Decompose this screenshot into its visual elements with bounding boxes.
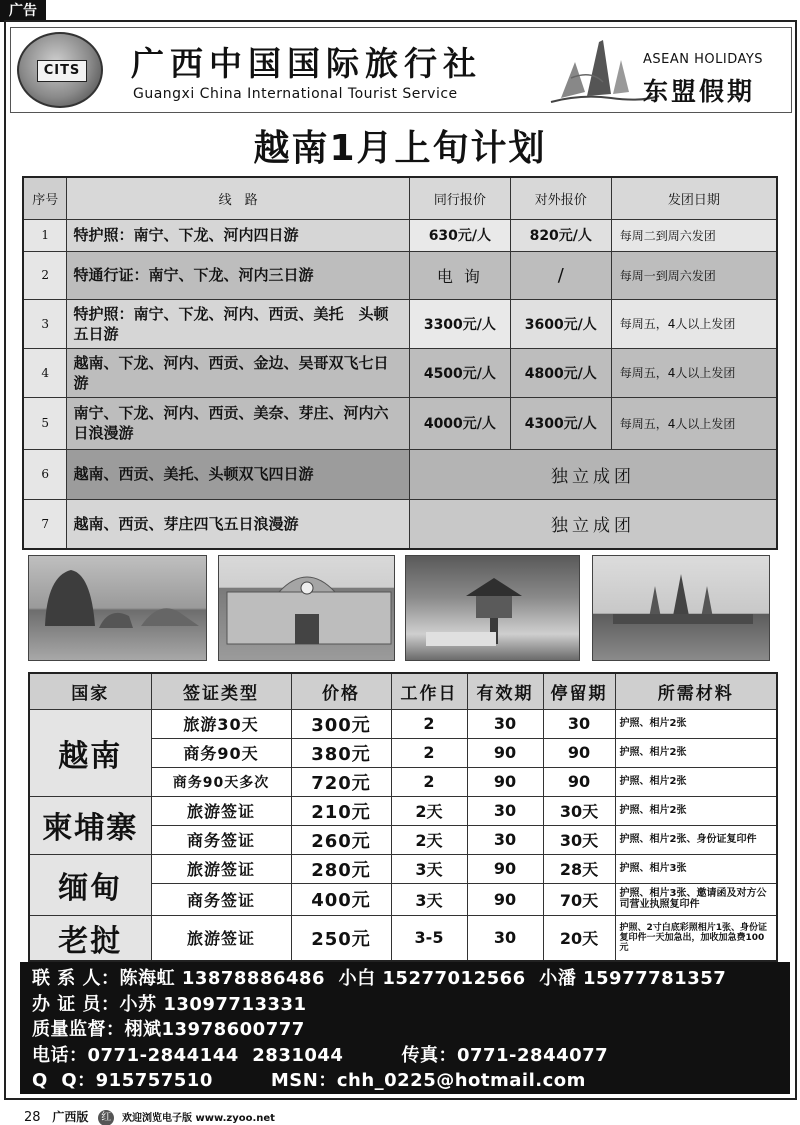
visa-stay: 28天	[543, 854, 615, 883]
table-row	[23, 299, 777, 348]
visa-header-type: 签证类型	[151, 673, 291, 709]
visa-materials: 护照、相片3张	[615, 854, 777, 883]
red-badge-icon: 红	[98, 1110, 114, 1125]
tour-departure: 每周五，4人以上发团	[611, 348, 777, 397]
tour-trade-price: 4500元/人	[409, 348, 510, 397]
table-row	[29, 854, 777, 883]
asean-holidays-cn: 东盟假期	[643, 77, 756, 106]
tour-header-route: 线 路	[67, 177, 409, 219]
qc-value: 栩斌13978600777	[124, 1019, 305, 1040]
visa-workdays: 3-5	[391, 915, 467, 961]
visa-validity: 90	[467, 738, 543, 767]
visa-materials: 护照、相片2张	[615, 767, 777, 796]
tour-trade-price: 电 询	[409, 251, 510, 299]
table-row	[23, 397, 777, 449]
table-row	[29, 915, 777, 961]
halong-bay-photo	[28, 555, 207, 661]
table-row	[29, 709, 777, 738]
contact-label: 联 系 人：	[32, 968, 120, 989]
visa-country: 柬埔寨	[29, 796, 151, 854]
visa-validity: 30	[467, 825, 543, 854]
visa-materials: 护照、相片2张	[615, 796, 777, 825]
visa-table	[28, 672, 778, 962]
agent-line	[32, 992, 778, 1018]
header-banner	[10, 27, 792, 113]
visa-validity: 30	[467, 709, 543, 738]
edition-label: 广西版	[52, 1110, 89, 1124]
contact-3: 小潘 15977781357	[539, 968, 727, 989]
visa-validity: 30	[467, 796, 543, 825]
tour-retail-price: 4800元/人	[510, 348, 611, 397]
visa-workdays: 3天	[391, 854, 467, 883]
visa-price: 280元	[291, 854, 391, 883]
visa-type: 商务签证	[151, 825, 291, 854]
tour-no: 3	[23, 299, 67, 348]
tour-header-retail-price: 对外报价	[510, 177, 611, 219]
tour-trade-price: 4000元/人	[409, 397, 510, 449]
company-name-en: Guangxi China International Tourist Service	[133, 86, 458, 102]
saigon-post-office-photo	[218, 555, 395, 661]
website-note[interactable]: 欢迎浏览电子版 www.zyoo.net	[122, 1113, 275, 1124]
visa-stay: 90	[543, 738, 615, 767]
table-row	[23, 348, 777, 397]
visa-workdays: 2天	[391, 825, 467, 854]
tour-route: 特护照：南宁、下龙、河内、西贡、美托 头顿五日游	[67, 299, 409, 348]
visa-type: 商务签证	[151, 883, 291, 915]
tour-no: 7	[23, 499, 67, 549]
visa-stay: 90	[543, 767, 615, 796]
contact-2: 小白 15277012566	[338, 968, 526, 989]
qc-line	[32, 1017, 778, 1043]
visa-header-workdays: 工作日	[391, 673, 467, 709]
tour-route: 特通行证：南宁、下龙、河内三日游	[67, 251, 409, 299]
contact-line	[32, 966, 778, 992]
table-row	[23, 449, 777, 499]
visa-price: 300元	[291, 709, 391, 738]
phone-line	[32, 1043, 778, 1069]
visa-country: 缅甸	[29, 854, 151, 915]
visa-workdays: 2	[391, 709, 467, 738]
angkor-wat-photo	[592, 555, 770, 661]
phone-label: 电话：	[32, 1044, 88, 1066]
tour-departure: 每周五，4人以上发团	[611, 299, 777, 348]
visa-stay: 30	[543, 709, 615, 738]
visa-price: 260元	[291, 825, 391, 854]
one-pillar-pagoda-photo	[405, 555, 580, 661]
visa-workdays: 2天	[391, 796, 467, 825]
visa-type: 商务90天多次	[151, 767, 291, 796]
visa-stay: 70天	[543, 883, 615, 915]
visa-header-materials: 所需材料	[615, 673, 777, 709]
phone-value: 0771-2844144 2831044	[87, 1044, 344, 1066]
tour-departure: 每周一到周六发团	[611, 251, 777, 299]
qq-value: 915757510	[95, 1070, 213, 1091]
tour-retail-price: 3600元/人	[510, 299, 611, 348]
tour-no: 6	[23, 449, 67, 499]
visa-price: 210元	[291, 796, 391, 825]
tour-route: 越南、西贡、美托、头顿双飞四日游	[67, 449, 409, 499]
plan-title: 越南1月上旬计划	[253, 128, 547, 169]
tour-route: 南宁、下龙、河内、西贡、美奈、芽庄、河内六日浪漫游	[67, 397, 409, 449]
visa-header-validity: 有效期	[467, 673, 543, 709]
msn-value[interactable]: chh_0225@hotmail.com	[336, 1070, 586, 1091]
tour-trade-price: 630元/人	[409, 219, 510, 251]
tour-retail-price: 820元/人	[510, 219, 611, 251]
cits-logo	[17, 32, 103, 108]
visa-type: 旅游签证	[151, 915, 291, 961]
asean-holidays-en: ASEAN HOLIDAYS	[643, 52, 764, 67]
tour-private-group: 独立成团	[409, 499, 777, 549]
tour-no: 4	[23, 348, 67, 397]
visa-country: 越南	[29, 709, 151, 796]
tour-header-no: 序号	[23, 177, 67, 219]
contact-1: 陈海虹 13878886486	[119, 968, 326, 989]
visa-price: 380元	[291, 738, 391, 767]
qq-label: Q Q：	[32, 1070, 96, 1091]
table-row	[29, 796, 777, 825]
visa-validity: 90	[467, 854, 543, 883]
tour-departure: 每周二到周六发团	[611, 219, 777, 251]
visa-header-price: 价格	[291, 673, 391, 709]
qq-line	[32, 1068, 778, 1094]
visa-stay: 20天	[543, 915, 615, 961]
company-name-cn: 广西中国国际旅行社	[131, 44, 482, 83]
msn-label: MSN：	[270, 1070, 337, 1091]
tour-no: 2	[23, 251, 67, 299]
tour-route: 越南、下龙、河内、西贡、金边、吴哥双飞七日游	[67, 348, 409, 397]
table-row	[23, 499, 777, 549]
visa-validity: 30	[467, 915, 543, 961]
tour-no: 1	[23, 219, 67, 251]
tour-retail-price: 4300元/人	[510, 397, 611, 449]
page-number: 28	[24, 1110, 41, 1125]
agent-label: 办 证 员：	[32, 993, 120, 1015]
visa-workdays: 3天	[391, 883, 467, 915]
visa-materials: 护照、相片2张	[615, 709, 777, 738]
visa-type: 旅游签证	[151, 854, 291, 883]
fax-label: 传真：	[401, 1044, 457, 1066]
tour-departure: 每周五，4人以上发团	[611, 397, 777, 449]
fax-value: 0771-2844077	[456, 1044, 609, 1066]
visa-header-country: 国家	[29, 673, 151, 709]
visa-table-header	[29, 673, 777, 709]
visa-price: 720元	[291, 767, 391, 796]
visa-materials: 护照、2寸白底彩照相片1张、身份证复印件一天加急出，加收加急费100元	[615, 915, 777, 961]
visa-type: 旅游30天	[151, 709, 291, 738]
table-row	[23, 251, 777, 299]
visa-price: 250元	[291, 915, 391, 961]
table-row	[23, 219, 777, 251]
visa-stay: 30天	[543, 796, 615, 825]
tour-route: 特护照：南宁、下龙、河内四日游	[67, 219, 409, 251]
tour-header-departure: 发团日期	[611, 177, 777, 219]
cits-logo-text: CITS	[37, 60, 87, 82]
visa-country: 老挝	[29, 915, 151, 961]
tour-retail-price: /	[510, 251, 611, 299]
tour-header-trade-price: 同行报价	[409, 177, 510, 219]
visa-stay: 30天	[543, 825, 615, 854]
tour-trade-price: 3300元/人	[409, 299, 510, 348]
visa-validity: 90	[467, 767, 543, 796]
visa-workdays: 2	[391, 767, 467, 796]
tour-table	[22, 176, 778, 550]
page-footer	[24, 1108, 275, 1125]
tour-no: 5	[23, 397, 67, 449]
visa-materials: 护照、相片2张	[615, 738, 777, 767]
tour-route: 越南、西贡、芽庄四飞五日浪漫游	[67, 499, 409, 549]
ad-tag: 广告	[0, 0, 46, 22]
tour-table-header	[23, 177, 777, 219]
visa-type: 商务90天	[151, 738, 291, 767]
visa-materials: 护照、相片3张、邀请函及对方公司营业执照复印件	[615, 883, 777, 915]
agent-value: 小苏 13097713331	[119, 993, 307, 1015]
tour-private-group: 独立成团	[409, 449, 777, 499]
qc-label: 质量监督：	[32, 1019, 125, 1040]
visa-workdays: 2	[391, 738, 467, 767]
visa-type: 旅游签证	[151, 796, 291, 825]
visa-price: 400元	[291, 883, 391, 915]
visa-validity: 90	[467, 883, 543, 915]
visa-materials: 护照、相片2张、身份证复印件	[615, 825, 777, 854]
contact-panel	[20, 962, 790, 1094]
visa-header-stay: 停留期	[543, 673, 615, 709]
